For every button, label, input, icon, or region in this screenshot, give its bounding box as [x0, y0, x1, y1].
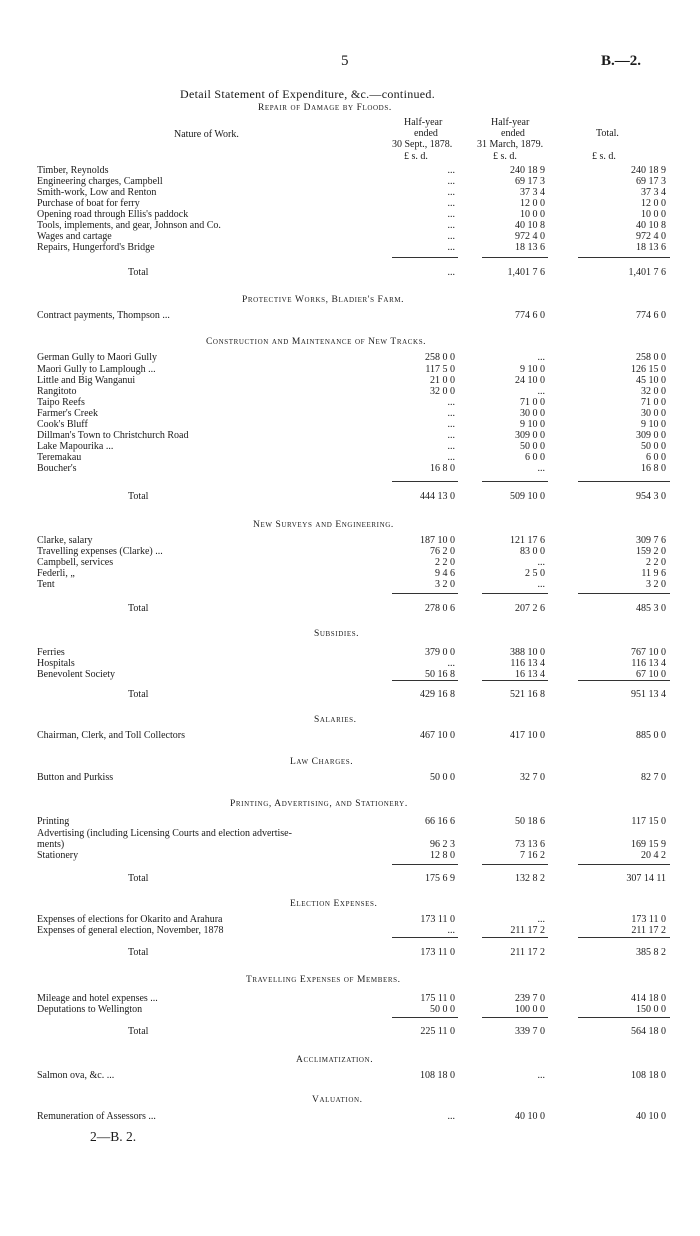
- cell-sept-1878: 50 0 0: [430, 1004, 455, 1015]
- cell-march-1879: 32 7 0: [520, 772, 545, 783]
- cell-march-1879: 116 13 4: [510, 658, 545, 669]
- row-label: Purchase of boat for ferry: [37, 198, 140, 209]
- header-nature-of-work: Nature of Work.: [174, 129, 239, 140]
- cell-sept-1878: 32 0 0: [430, 386, 455, 397]
- total-sept-1878: 175 6 9: [425, 873, 455, 884]
- total-march-1879: 521 16 8: [510, 689, 545, 700]
- cell-march-1879: 774 6 0: [515, 310, 545, 321]
- cell-sept-1878: ...: [447, 209, 455, 220]
- row-label: Smith-work, Low and Renton: [37, 187, 157, 198]
- cell-sept-1878: 76 2 0: [430, 546, 455, 557]
- row-label: Repairs, Hungerford's Bridge: [37, 242, 155, 253]
- total-grand: 385 8 2: [636, 947, 666, 958]
- section-heading: New Surveys and Engineering.: [253, 520, 394, 530]
- cell-total: 116 13 4: [631, 658, 666, 669]
- total-sept-1878: 429 16 8: [420, 689, 455, 700]
- cell-sept-1878: 258 0 0: [425, 352, 455, 363]
- total-grand: 954 3 0: [636, 491, 666, 502]
- cell-march-1879: 69 17 3: [515, 176, 545, 187]
- cell-total: 117 15 0: [631, 816, 666, 827]
- section-heading: Construction and Maintenance of New Tracks.: [206, 337, 427, 347]
- row-label: Taipo Reefs: [37, 397, 85, 408]
- total-rule-sept: [392, 937, 458, 938]
- row-label: Travelling expenses (Clarke) ...: [37, 546, 163, 557]
- cell-sept-1878: ...: [447, 452, 455, 463]
- cell-sept-1878: ...: [447, 1111, 455, 1122]
- row-label: Lake Mapourika ...: [37, 441, 114, 452]
- cell-sept-1878: 16 8 0: [430, 463, 455, 474]
- section-heading: Law Charges.: [290, 757, 354, 767]
- total-sept-1878: 278 0 6: [425, 603, 455, 614]
- row-label: Wages and cartage: [37, 231, 112, 242]
- cell-march-1879: 30 0 0: [520, 408, 545, 419]
- cell-total: 774 6 0: [636, 310, 666, 321]
- cell-total: 82 7 0: [641, 772, 666, 783]
- cell-total: 10 0 0: [641, 209, 666, 220]
- total-rule-sept: [392, 593, 458, 594]
- cell-sept-1878: ...: [447, 242, 455, 253]
- total-march-1879: 207 2 6: [515, 603, 545, 614]
- section-heading: Salaries.: [314, 715, 357, 725]
- header-col-half-year-sept: ended: [414, 128, 438, 139]
- total-grand: 1,401 7 6: [628, 267, 666, 278]
- cell-sept-1878: 173 11 0: [420, 914, 455, 925]
- cell-sept-1878: ...: [447, 397, 455, 408]
- section-heading: Repair of Damage by Floods.: [258, 103, 392, 113]
- cell-sept-1878: ...: [447, 231, 455, 242]
- cell-total: 211 17 2: [631, 925, 666, 936]
- cell-sept-1878: 12 8 0: [430, 850, 455, 861]
- cell-sept-1878: 21 0 0: [430, 375, 455, 386]
- row-label: Hospitals: [37, 658, 75, 669]
- total-rule-sept: [392, 1017, 458, 1018]
- cell-sept-1878: 50 0 0: [430, 772, 455, 783]
- row-label: Contract payments, Thompson ...: [37, 310, 170, 321]
- section-heading: Valuation.: [312, 1095, 363, 1105]
- total-rule-sept: [392, 257, 458, 258]
- total-rule-total: [578, 593, 670, 594]
- header-col-half-year-march: £ s. d.: [493, 151, 517, 162]
- cell-total: 240 18 9: [631, 165, 666, 176]
- cell-total: 6 0 0: [646, 452, 666, 463]
- cell-total: 69 17 3: [636, 176, 666, 187]
- section-heading: Subsidies.: [314, 629, 360, 639]
- total-rule-march: [482, 864, 548, 865]
- cell-total: 18 13 6: [636, 242, 666, 253]
- cell-total: 169 15 9: [631, 839, 666, 850]
- cell-march-1879: 9 10 0: [520, 419, 545, 430]
- cell-march-1879: 10 0 0: [520, 209, 545, 220]
- cell-march-1879: 388 10 0: [510, 647, 545, 658]
- row-label: Stationery: [37, 850, 79, 861]
- row-label: Ferries: [37, 647, 65, 658]
- cell-sept-1878: ...: [447, 658, 455, 669]
- cell-march-1879: 12 0 0: [520, 198, 545, 209]
- row-label: Little and Big Wanganui: [37, 375, 136, 386]
- cell-total: 12 0 0: [641, 198, 666, 209]
- cell-march-1879: 240 18 9: [510, 165, 545, 176]
- cell-total: 40 10 8: [636, 220, 666, 231]
- header-col-half-year-sept: 30 Sept., 1878.: [392, 139, 453, 150]
- total-march-1879: 509 10 0: [510, 491, 545, 502]
- total-grand: 485 3 0: [636, 603, 666, 614]
- cell-total: 32 0 0: [641, 386, 666, 397]
- cell-total: 150 0 0: [636, 1004, 666, 1015]
- page-reference: B.—2.: [601, 53, 642, 69]
- cell-march-1879: 24 10 0: [515, 375, 545, 386]
- cell-total: 50 0 0: [641, 441, 666, 452]
- row-label: Engineering charges, Campbell: [37, 176, 163, 187]
- cell-march-1879: 40 10 0: [515, 1111, 545, 1122]
- total-sept-1878: 225 11 0: [420, 1026, 455, 1037]
- total-label: Total: [128, 491, 149, 502]
- cell-march-1879: ...: [537, 1070, 545, 1081]
- row-label: Campbell, services: [37, 557, 114, 568]
- total-label: Total: [128, 267, 149, 278]
- cell-march-1879: 71 0 0: [520, 397, 545, 408]
- row-label: Federli, „: [37, 568, 75, 579]
- row-label: Salmon ova, &c. ...: [37, 1070, 115, 1081]
- total-rule-sept: [392, 680, 458, 681]
- cell-total: 37 3 4: [641, 187, 666, 198]
- row-label: Advertising (including Licensing Courts and election advertise-: [37, 828, 292, 839]
- cell-total: 414 18 0: [631, 993, 666, 1004]
- total-rule-sept: [392, 864, 458, 865]
- cell-march-1879: 121 17 6: [510, 535, 545, 546]
- total-sept-1878: 173 11 0: [420, 947, 455, 958]
- cell-total: 20 4 2: [641, 850, 666, 861]
- cell-total: 30 0 0: [641, 408, 666, 419]
- cell-sept-1878: ...: [447, 925, 455, 936]
- statement-title: Detail Statement of Expenditure, &c.—continued.: [180, 87, 436, 101]
- cell-total: 67 10 0: [636, 669, 666, 680]
- cell-march-1879: ...: [537, 386, 545, 397]
- row-label: Boucher's: [37, 463, 77, 474]
- row-label: Button and Purkiss: [37, 772, 114, 783]
- cell-sept-1878: 108 18 0: [420, 1070, 455, 1081]
- row-label: Opening road through Ellis's paddock: [37, 209, 189, 220]
- cell-march-1879: 309 0 0: [515, 430, 545, 441]
- total-label: Total: [128, 873, 149, 884]
- cell-march-1879: 18 13 6: [515, 242, 545, 253]
- header-col-half-year-sept: £ s. d.: [404, 151, 428, 162]
- cell-total: 9 10 0: [641, 419, 666, 430]
- total-grand: 307 14 11: [626, 873, 666, 884]
- cell-march-1879: 73 13 6: [515, 839, 545, 850]
- cell-total: 40 10 0: [636, 1111, 666, 1122]
- cell-sept-1878: 187 10 0: [420, 535, 455, 546]
- cell-march-1879: 417 10 0: [510, 730, 545, 741]
- cell-sept-1878: 117 5 0: [425, 364, 455, 375]
- cell-march-1879: 239 7 0: [515, 993, 545, 1004]
- cell-march-1879: 16 13 4: [515, 669, 545, 680]
- row-label: Clarke, salary: [37, 535, 93, 546]
- cell-total: 767 10 0: [631, 647, 666, 658]
- row-label: Timber, Reynolds: [37, 165, 109, 176]
- cell-sept-1878: ...: [447, 408, 455, 419]
- row-label: Remuneration of Assessors ...: [37, 1111, 156, 1122]
- row-label: Rangitoto: [37, 386, 77, 397]
- cell-sept-1878: ...: [447, 419, 455, 430]
- cell-sept-1878: ...: [447, 430, 455, 441]
- cell-total: 159 2 0: [636, 546, 666, 557]
- total-rule-march: [482, 257, 548, 258]
- cell-march-1879: ...: [537, 914, 545, 925]
- cell-march-1879: 50 18 6: [515, 816, 545, 827]
- cell-march-1879: 83 0 0: [520, 546, 545, 557]
- total-rule-total: [578, 864, 670, 865]
- row-label: Dillman's Town to Christchurch Road: [37, 430, 189, 441]
- row-label: German Gully to Maori Gully: [37, 352, 157, 363]
- cell-total: 972 4 0: [636, 231, 666, 242]
- cell-total: 309 7 6: [636, 535, 666, 546]
- header-col-half-year-march: ended: [501, 128, 525, 139]
- cell-total: 11 9 6: [641, 568, 666, 579]
- row-label: Maori Gully to Lamplough ...: [37, 364, 156, 375]
- total-sept-1878: ...: [447, 267, 455, 278]
- cell-total: 885 0 0: [636, 730, 666, 741]
- section-heading: Travelling Expenses of Members.: [246, 975, 401, 985]
- cell-march-1879: ...: [537, 579, 545, 590]
- total-rule-total: [578, 481, 670, 482]
- row-label: Chairman, Clerk, and Toll Collectors: [37, 730, 185, 741]
- total-grand: 564 18 0: [631, 1026, 666, 1037]
- cell-march-1879: 7 16 2: [520, 850, 545, 861]
- cell-sept-1878: 96 2 3: [430, 839, 455, 850]
- total-grand: 951 13 4: [631, 689, 666, 700]
- cell-march-1879: 50 0 0: [520, 441, 545, 452]
- cell-march-1879: ...: [537, 352, 545, 363]
- row-label: Tent: [37, 579, 55, 590]
- cell-march-1879: 100 0 0: [515, 1004, 545, 1015]
- cell-march-1879: 2 5 0: [525, 568, 545, 579]
- section-heading: Election Expenses.: [290, 899, 378, 909]
- cell-total: 126 15 0: [631, 364, 666, 375]
- total-rule-total: [578, 680, 670, 681]
- cell-march-1879: 972 4 0: [515, 231, 545, 242]
- section-heading: Acclimatization.: [296, 1055, 374, 1065]
- cell-sept-1878: 2 2 0: [435, 557, 455, 568]
- cell-sept-1878: 3 2 0: [435, 579, 455, 590]
- page-number: 5: [341, 53, 349, 69]
- row-label: Mileage and hotel expenses ...: [37, 993, 158, 1004]
- header-col-half-year-sept: Half-year: [404, 117, 443, 128]
- total-march-1879: 211 17 2: [510, 947, 545, 958]
- row-label: Deputations to Wellington: [37, 1004, 143, 1015]
- cell-sept-1878: ...: [447, 187, 455, 198]
- cell-total: 71 0 0: [641, 397, 666, 408]
- cell-sept-1878: 467 10 0: [420, 730, 455, 741]
- total-rule-march: [482, 1017, 548, 1018]
- cell-total: 16 8 0: [641, 463, 666, 474]
- section-heading: Printing, Advertising, and Stationery.: [230, 799, 408, 809]
- row-label: Farmer's Creek: [37, 408, 98, 419]
- cell-total: 45 10 0: [636, 375, 666, 386]
- total-rule-total: [578, 937, 670, 938]
- cell-total: 3 2 0: [646, 579, 666, 590]
- cell-sept-1878: ...: [447, 441, 455, 452]
- total-label: Total: [128, 689, 149, 700]
- header-col-total: Total.: [596, 128, 619, 139]
- total-rule-march: [482, 593, 548, 594]
- total-rule-march: [482, 680, 548, 681]
- total-rule-march: [482, 937, 548, 938]
- cell-march-1879: 37 3 4: [520, 187, 545, 198]
- total-label: Total: [128, 1026, 149, 1037]
- cell-sept-1878: 50 16 8: [425, 669, 455, 680]
- total-label: Total: [128, 947, 149, 958]
- cell-sept-1878: ...: [447, 220, 455, 231]
- total-march-1879: 339 7 0: [515, 1026, 545, 1037]
- cell-total: 173 11 0: [631, 914, 666, 925]
- row-label: Expenses of elections for Okarito and Arahura: [37, 914, 223, 925]
- cell-march-1879: ...: [537, 463, 545, 474]
- total-rule-march: [482, 481, 548, 482]
- cell-sept-1878: 175 11 0: [420, 993, 455, 1004]
- total-label: Total: [128, 603, 149, 614]
- row-label: Printing: [37, 816, 70, 827]
- row-label: ments): [37, 839, 65, 850]
- cell-sept-1878: 379 0 0: [425, 647, 455, 658]
- row-label: Benevolent Society: [37, 669, 116, 680]
- cell-march-1879: 6 0 0: [525, 452, 545, 463]
- header-col-half-year-march: Half-year: [491, 117, 530, 128]
- cell-sept-1878: ...: [447, 176, 455, 187]
- total-march-1879: 1,401 7 6: [507, 267, 545, 278]
- cell-march-1879: ...: [537, 557, 545, 568]
- cell-march-1879: 211 17 2: [510, 925, 545, 936]
- cell-total: 108 18 0: [631, 1070, 666, 1081]
- header-col-half-year-march: 31 March, 1879.: [477, 139, 544, 150]
- row-label: Teremakau: [37, 452, 82, 463]
- cell-total: 2 2 0: [646, 557, 666, 568]
- section-heading: Protective Works, Bladier's Farm.: [242, 295, 405, 305]
- footer-signature: 2—B. 2.: [90, 1129, 137, 1144]
- total-march-1879: 132 8 2: [515, 873, 545, 884]
- total-rule-total: [578, 257, 670, 258]
- cell-sept-1878: 66 16 6: [425, 816, 455, 827]
- cell-march-1879: 9 10 0: [520, 364, 545, 375]
- row-label: Expenses of general election, November, 1878: [37, 925, 224, 936]
- row-label: Tools, implements, and gear, Johnson and Co.: [37, 220, 221, 231]
- total-sept-1878: 444 13 0: [420, 491, 455, 502]
- cell-total: 258 0 0: [636, 352, 666, 363]
- header-col-total-units: £ s. d.: [592, 151, 616, 162]
- total-rule-sept: [392, 481, 458, 482]
- total-rule-total: [578, 1017, 670, 1018]
- row-label: Cook's Bluff: [37, 419, 88, 430]
- cell-sept-1878: 9 4 6: [435, 568, 455, 579]
- cell-sept-1878: ...: [447, 165, 455, 176]
- cell-total: 309 0 0: [636, 430, 666, 441]
- cell-sept-1878: ...: [447, 198, 455, 209]
- cell-march-1879: 40 10 8: [515, 220, 545, 231]
